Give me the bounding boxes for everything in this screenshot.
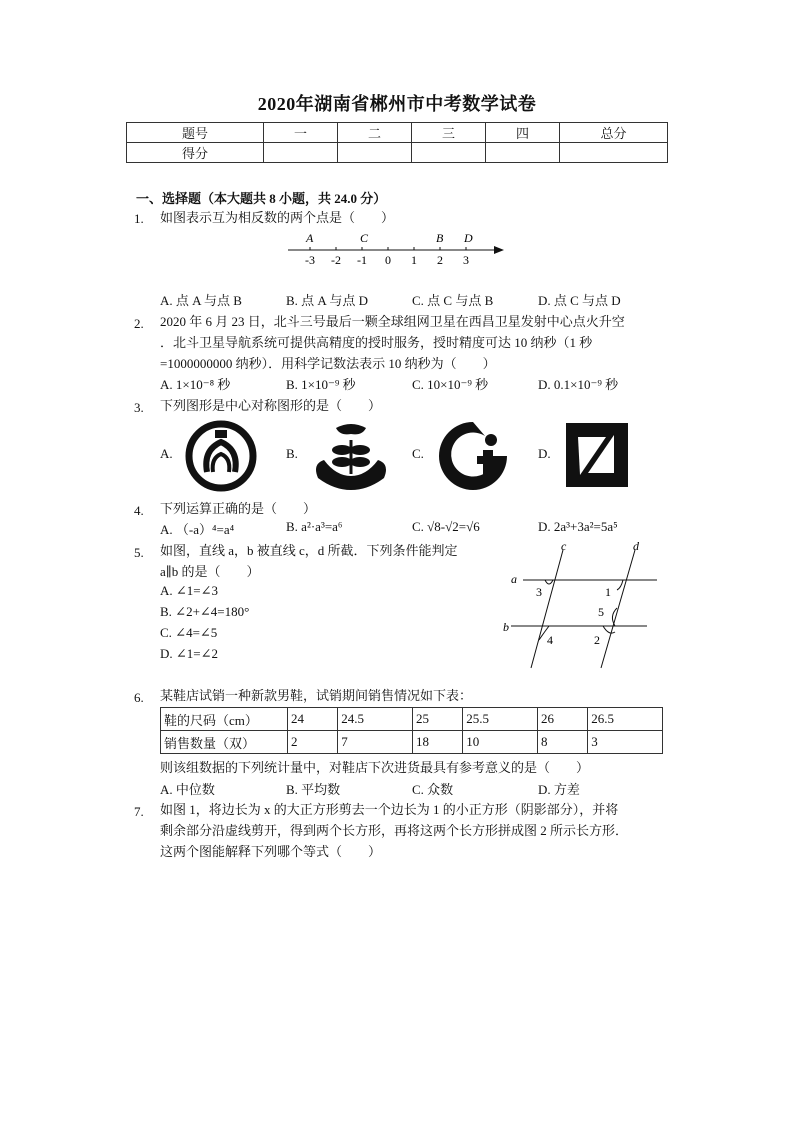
question-number: 3. <box>134 400 144 415</box>
option-b: B. 平均数 <box>286 782 341 797</box>
option-a: A. ∠1=∠3 <box>160 583 219 598</box>
option-b: B. ∠2+∠4=180° <box>160 604 250 619</box>
point-label-b: B <box>436 231 444 245</box>
question-number: 5. <box>134 545 144 560</box>
question-number: 2. <box>134 316 144 331</box>
number-line-figure <box>280 228 510 270</box>
tick-label: 3 <box>463 253 469 267</box>
option-a: A. （-a）⁴=a⁴ <box>160 522 235 537</box>
point-label-a: A <box>306 231 314 245</box>
line-label-b: b <box>503 620 509 634</box>
angle-label-2: 2 <box>594 633 600 647</box>
line-label-c: c <box>561 539 567 553</box>
question-text: 如图表示互为相反数的两个点是（ ） <box>160 210 395 225</box>
parallel-lines-figure <box>505 536 665 672</box>
page-title: 2020年湖南省郴州市中考数学试卷 <box>257 94 537 114</box>
angle-label-3: 3 <box>536 585 542 599</box>
emblem-a-figure <box>185 420 257 492</box>
point-label-c: C <box>360 231 369 245</box>
option-b-label: B. <box>286 446 298 461</box>
question-text: 则该组数据的下列统计量中，对鞋店下次进货最具有参考意义的是（ ） <box>160 760 590 775</box>
option-d: D. 0.1×10⁻⁹ 秒 <box>538 377 619 392</box>
option-a: A. 中位数 <box>160 782 215 797</box>
emblem-b-figure <box>310 420 392 492</box>
option-b: B. a²·a³=a⁶ <box>286 519 343 534</box>
question-text: =1000000000 纳秒）．用科学记数法表示 10 纳秒为（ ） <box>160 356 496 371</box>
option-b: B. 1×10⁻⁹ 秒 <box>286 377 356 392</box>
tick-label: -2 <box>331 253 341 267</box>
table-cell: 3 <box>588 731 663 754</box>
option-c-label: C. <box>412 446 424 461</box>
tick-label: 0 <box>385 253 391 267</box>
shoe-sales-table <box>160 707 663 754</box>
option-a: A. 1×10⁻⁸ 秒 <box>160 377 231 392</box>
score-table-row <box>127 143 668 163</box>
question-text: ．北斗卫星导航系统可提供高精度的授时服务，授时精度可达 10 纳秒（1 秒 <box>160 335 593 350</box>
score-header-cell: 一 <box>264 123 338 143</box>
question-number: 4. <box>134 503 144 518</box>
score-cell <box>560 143 668 163</box>
table-cell: 25.5 <box>463 708 538 731</box>
score-header-cell: 四 <box>486 123 560 143</box>
option-d: D. 点 C 与点 D <box>538 293 621 308</box>
option-a-label: A. <box>160 446 173 461</box>
option-c: C. √8-√2=√6 <box>412 519 480 534</box>
table-cell: 26.5 <box>588 708 663 731</box>
table-cell: 2 <box>288 731 338 754</box>
score-header-cell: 二 <box>338 123 412 143</box>
score-cell <box>338 143 412 163</box>
score-cell <box>412 143 486 163</box>
emblem-c-figure <box>437 418 509 492</box>
table-cell: 销售数量（双） <box>161 731 288 754</box>
option-d: D. ∠1=∠2 <box>160 646 219 661</box>
option-d: D. 方差 <box>538 782 580 797</box>
option-a: A. 点 A 与点 B <box>160 293 242 308</box>
question-number: 7. <box>134 804 144 819</box>
option-c: C. ∠4=∠5 <box>160 625 218 640</box>
question-text: 2020 年 6 月 23 日，北斗三号最后一颗全球组网卫星在西昌卫星发射中心点火升空 <box>160 314 625 329</box>
question-number: 6. <box>134 690 144 705</box>
table-cell: 10 <box>463 731 538 754</box>
table-cell: 7 <box>338 731 413 754</box>
question-text: a∥b 的是（ ） <box>160 564 260 579</box>
line-label-d: d <box>633 539 639 553</box>
option-d: D. 2a³+3a²=5a⁵ <box>538 519 618 534</box>
score-cell <box>264 143 338 163</box>
table-row <box>161 708 663 731</box>
option-c: C. 众数 <box>412 782 454 797</box>
question-number: 1. <box>134 211 144 226</box>
score-table-header-row <box>127 123 668 143</box>
score-row-label: 得分 <box>127 143 264 163</box>
line-label-a: a <box>511 572 517 586</box>
table-cell: 26 <box>537 708 587 731</box>
question-text: 下列图形是中心对称图形的是（ ） <box>160 398 382 413</box>
table-cell: 8 <box>537 731 587 754</box>
question-text: 如图，直线 a，b 被直线 c，d 所截．下列条件能判定 <box>160 543 458 558</box>
angle-label-4: 4 <box>547 633 553 647</box>
tick-label: -1 <box>357 253 367 267</box>
table-cell: 24.5 <box>338 708 413 731</box>
table-cell: 18 <box>412 731 462 754</box>
table-cell: 鞋的尺码（cm） <box>161 708 288 731</box>
question-text: 下列运算正确的是（ ） <box>160 501 317 516</box>
score-cell <box>486 143 560 163</box>
question-text: 这两个图能解释下列哪个等式（ ） <box>160 844 382 859</box>
tick-label: 1 <box>411 253 417 267</box>
section-heading: 一、选择题（本大题共 8 小题，共 24.0 分） <box>136 191 387 206</box>
table-row <box>161 731 663 754</box>
table-cell: 24 <box>288 708 338 731</box>
table-cell: 25 <box>412 708 462 731</box>
option-d-label: D. <box>538 446 551 461</box>
emblem-d-figure <box>566 423 628 487</box>
angle-label-1: 1 <box>605 585 611 599</box>
score-header-cell: 题号 <box>127 123 264 143</box>
option-c: C. 点 C 与点 B <box>412 293 494 308</box>
angle-label-5: 5 <box>598 605 604 619</box>
score-header-cell: 总分 <box>560 123 668 143</box>
tick-label: 2 <box>437 253 443 267</box>
point-label-d: D <box>464 231 473 245</box>
question-text: 如图 1，将边长为 x 的大正方形剪去一个边长为 1 的小正方形（阴影部分），并将 <box>160 802 619 817</box>
question-text: 剩余部分沿虚线剪开，得到两个长方形，再将这两个长方形拼成图 2 所示长方形． <box>160 823 629 838</box>
option-b: B. 点 A 与点 D <box>286 293 368 308</box>
score-table <box>126 122 668 163</box>
option-c: C. 10×10⁻⁹ 秒 <box>412 377 489 392</box>
score-header-cell: 三 <box>412 123 486 143</box>
question-text: 某鞋店试销一种新款男鞋，试销期间销售情况如下表： <box>160 688 473 703</box>
tick-label: -3 <box>305 253 315 267</box>
